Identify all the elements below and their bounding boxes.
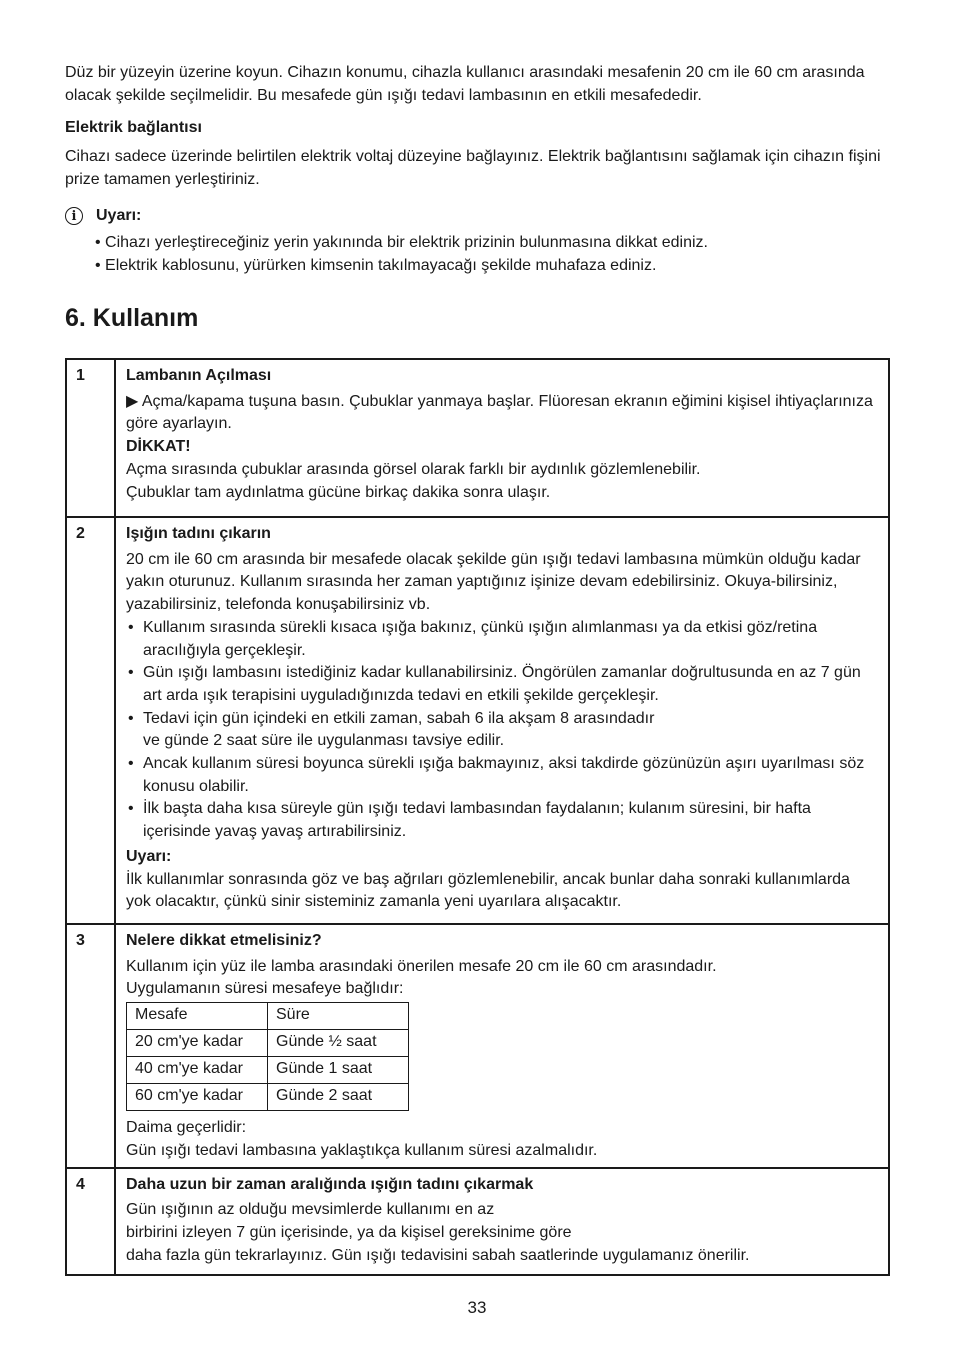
- list-item: • İlk başta daha kısa süreyle gün ışığı tedavi lambasından faydalanın; kulanım süresini, bir hafta içerisinde yavaş yavaş artırabilirsiniz.: [126, 798, 878, 843]
- step-text: ▶ Açma/kapama tuşuna basın. Çubuklar yanmaya başlar. Flüoresan ekranın eğimini kişisel ihtiyaçlarınıza göre ayarlayın.: [126, 392, 873, 433]
- step-title: Daha uzun bir zaman aralığında ışığın tadını çıkarmak: [126, 1175, 534, 1193]
- step-text: Uygulamanın süresi mesafeye bağlıdır:: [126, 980, 404, 998]
- table-row: [66, 359, 889, 517]
- warning-item: • Cihazı yerleştireceğiniz yerin yakınında bir elektrik prizinin bulunmasına dikkat ediniz.: [95, 231, 895, 254]
- duration-table: [126, 1002, 409, 1111]
- table-row: [66, 1168, 889, 1275]
- step-number: 3: [66, 924, 115, 1168]
- electric-connection-paragraph: Cihazı sadece üzerinde belirtilen elektrik voltaj düzeyine bağlayınız. Elektrik bağlantısını sağlamak için cihazın fişini prize tamamen yerleştiriniz.: [65, 148, 881, 188]
- warning-item: • Elektrik kablosunu, yürürken kimsenin takılmayacağı şekilde muhafaza ediniz.: [95, 254, 895, 277]
- column-header: Süre: [268, 1003, 409, 1030]
- step-text: daha fazla gün tekrarlayınız. Gün ışığı tedavisini sabah saatlerinde uygulamanız önerilir.: [126, 1246, 750, 1264]
- step-text: Çubuklar tam aydınlatma gücüne birkaç dakika sonra ulaşır.: [126, 483, 551, 501]
- note-title: Uyarı:: [126, 847, 172, 865]
- step-content: [115, 359, 889, 517]
- step-title: Işığın tadını çıkarın: [126, 525, 271, 542]
- table-cell: 40 cm'ye kadar: [127, 1057, 268, 1084]
- table-row: [127, 1084, 409, 1111]
- table-cell: 20 cm'ye kadar: [127, 1030, 268, 1057]
- list-item: • Ancak kullanım süresi boyunca sürekli ışığa bakmayınız, aksi takdirde gözünüzün aşırı uyarılması söz konusu olabilir.: [126, 753, 878, 798]
- usage-table: [65, 358, 890, 1276]
- step-title: Nelere dikkat etmelisiniz?: [126, 932, 322, 949]
- table-row: [127, 1030, 409, 1057]
- step-content: [115, 517, 889, 924]
- table-cell: Günde ½ saat: [268, 1030, 409, 1057]
- step-title: Lambanın Açılması: [126, 367, 272, 384]
- column-header: Mesafe: [127, 1003, 268, 1030]
- list-item-text: Tedavi için gün içindeki en etkili zaman, sabah 6 ila akşam 8 arasındadır: [143, 709, 655, 727]
- step-text: Açma sırasında çubuklar arasında görsel olarak farklı bir aydınlık gözlemlenebilir.: [126, 460, 701, 478]
- step-text: 20 cm ile 60 cm arasında bir mesafede olacak şekilde gün ışığı tedavi lambasına mümkün olduğu kadar yakın oturunuz. Kullanım sırasında her zaman yaptığınız işinize devam edebilirsiniz. Okuya-bilirsiniz, yazabilirsiniz, telefonda konuşabilirsiniz vb.: [126, 550, 861, 614]
- step-content: [115, 1168, 889, 1275]
- list-item: [126, 708, 878, 753]
- intro-paragraph: Düz bir yüzeyin üzerine koyun. Cihazın konumu, cihazla kullanıcı arasındaki mesafenin 20 cm ile 60 cm arasında olacak şekilde seçilmelidir. Bu mesafede gün ışığı tedavi lambasının en etkili mesafededir.: [65, 64, 865, 104]
- step-text: Kullanım için yüz ile lamba arasındaki önerilen mesafe 20 cm ile 60 cm arasındadır.: [126, 957, 717, 975]
- step-text: birbirini izleyen 7 gün içerisinde, ya da kişisel gereksinime göre: [126, 1223, 572, 1241]
- warning-title: Uyarı:: [96, 207, 142, 224]
- step-content: [115, 924, 889, 1168]
- caution-label: DİKKAT!: [126, 438, 191, 456]
- table-row: [127, 1057, 409, 1084]
- info-icon: i: [65, 207, 83, 225]
- list-item: • Gün ışığı lambasını istediğiniz kadar kullanabilirsiniz. Öngörülen zamanlar doğrultusunda en az 7 gün art arda ışık terapisini uyguladığınızda tedavi en etkili şekilde gerçekleşir.: [126, 662, 878, 707]
- step-text: Gün ışığının az olduğu mevsimlerde kullanımı en az: [126, 1201, 495, 1219]
- step-text: Daima geçerlidir:: [126, 1119, 247, 1137]
- list-item: • Kullanım sırasında sürekli kısaca ışığa bakınız, çünkü ışığın alımlanması ya da etkisi göz/retina aracılığıyla gerçekleşir.: [126, 617, 878, 662]
- list-item-continuation: ve günde 2 saat süre ile uygulanması tavsiye edilir.: [143, 732, 505, 750]
- table-row: [66, 924, 889, 1168]
- step-text: Gün ışığı tedavi lambasına yaklaştıkça kullanım süresi azalmalıdır.: [126, 1141, 598, 1159]
- warning-block: [65, 204, 895, 277]
- step-number: 4: [66, 1168, 115, 1275]
- step-number: 1: [66, 359, 115, 517]
- table-cell: Günde 1 saat: [268, 1057, 409, 1084]
- table-cell: Günde 2 saat: [268, 1084, 409, 1111]
- page-number: 33: [467, 1298, 487, 1317]
- table-row: [66, 517, 889, 924]
- step-number: 2: [66, 517, 115, 924]
- note-text: İlk kullanımlar sonrasında göz ve baş ağrıları gözlemlenebilir, ancak bunlar daha sonraki kullanımlarda yok olacaktır, çünkü sinir sisteminiz zamanla yeni uyarılara alışacaktır.: [126, 870, 850, 911]
- table-cell: 60 cm'ye kadar: [127, 1084, 268, 1111]
- electric-connection-heading: Elektrik bağlantısı: [65, 119, 202, 136]
- table-header-row: [127, 1003, 409, 1030]
- section-title: 6. Kullanım: [65, 304, 199, 332]
